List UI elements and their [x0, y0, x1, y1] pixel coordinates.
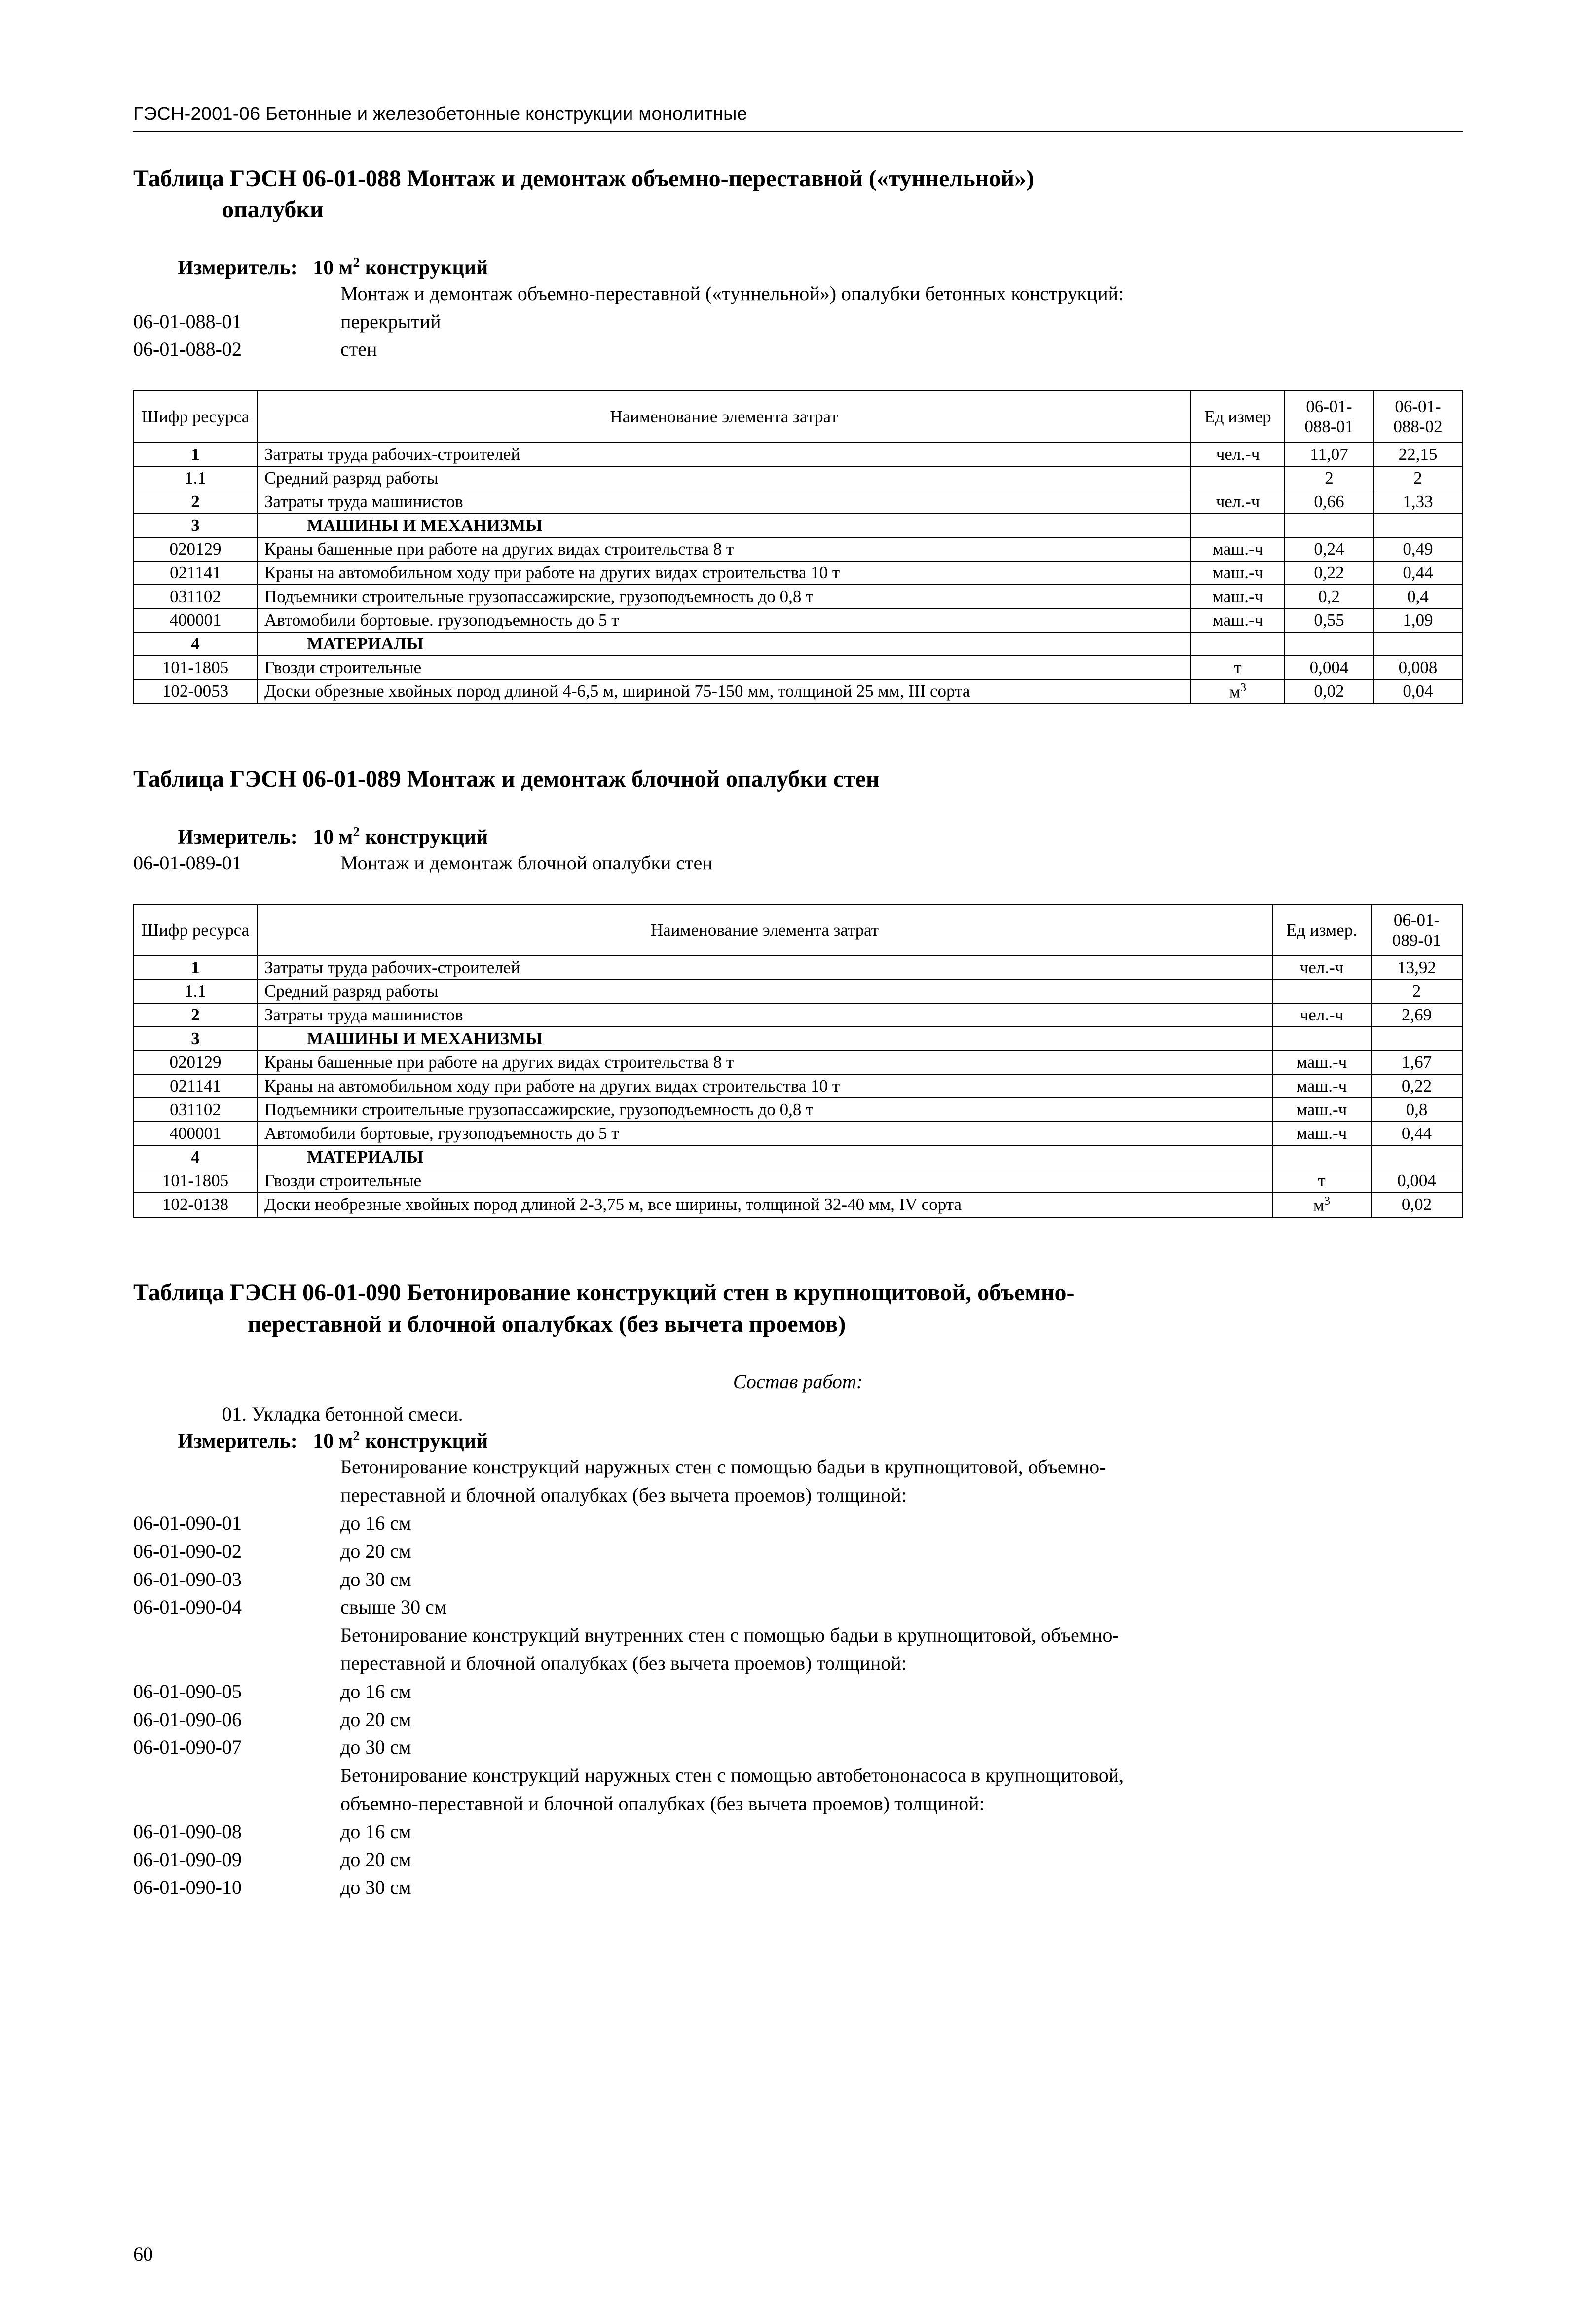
cell-code: 021141 [134, 561, 257, 585]
cell-unit: маш.-ч [1191, 537, 1285, 561]
th-col1 [1371, 905, 1462, 956]
table-row [134, 679, 1462, 704]
cell-value-1: 2,69 [1371, 1003, 1462, 1027]
measure-tail: конструкций [360, 1430, 488, 1453]
cell-unit: т [1191, 656, 1285, 679]
th-col1-line2: 089-01 [1392, 930, 1442, 950]
section-090-code-row [133, 1593, 1463, 1621]
resource-desc: до 20 см [340, 1708, 411, 1731]
measure-value: 10 м [313, 256, 353, 279]
table-row [134, 1098, 1462, 1122]
cell-code: 4 [134, 1145, 257, 1169]
cell-name: Доски необрезные хвойных пород длиной 2-3,75 м, все ширины, толщиной 32-40 мм, IV сорта [257, 1193, 1272, 1217]
section-090-code-row [133, 1566, 1463, 1594]
section-089-title: Таблица ГЭСН 06-01-089 Монтаж и демонтаж блочной опалубки стен [133, 766, 880, 792]
cell-value-1: 0,22 [1285, 561, 1373, 585]
table-row-group-header [134, 1145, 1462, 1169]
cell-unit: маш.-ч [1272, 1051, 1371, 1074]
cell-name: Краны на автомобильном ходу при работе на других видах строительства 10 т [257, 561, 1191, 585]
cell-code: 031102 [134, 585, 257, 608]
cell-unit: $м^3$ [1191, 679, 1285, 704]
measure-tail: конструкций [360, 256, 488, 279]
table-row [134, 956, 1462, 980]
table-row [134, 1003, 1462, 1027]
cell-code: 101-1805 [134, 1169, 257, 1193]
table-row [134, 466, 1462, 490]
cell-value-1: 0,24 [1285, 537, 1373, 561]
section-088-title-line2: опалубки [222, 196, 324, 223]
section-088-intro: Монтаж и демонтаж объемно-переставной («туннельной») опалубки бетонных конструкций: [340, 282, 1124, 304]
cell-code: 1 [134, 443, 257, 466]
section-088-code-row-2 [133, 336, 1463, 364]
cell-unit: маш.-ч [1191, 585, 1285, 608]
th-col2-line1: 06-01- [1395, 397, 1441, 416]
table-header-row [134, 391, 1462, 443]
section-090-group1-line1: Бетонирование конструкций наружных стен с помощью бадьи в крупнощитовой, объемно- [340, 1456, 1106, 1478]
section-090-title-line2: переставной и блочной опалубках (без вычета проемов) [248, 1311, 846, 1338]
table-row [134, 1051, 1462, 1074]
resource-code: 06-01-088-01 [133, 310, 242, 333]
cell-code: 102-0053 [134, 679, 257, 704]
cell-unit [1272, 1145, 1371, 1169]
section-090-code-row [133, 1818, 1463, 1846]
cell-name: Гвозди строительные [257, 656, 1191, 679]
table-row [134, 656, 1462, 679]
table-row [134, 1193, 1462, 1217]
cell-name: МАТЕРИАЛЫ [257, 1145, 1272, 1169]
section-090-group2-line1: Бетонирование конструкций внутренних стен с помощью бадьи в крупнощитовой, объемно- [340, 1624, 1119, 1647]
cell-value-2: 0,4 [1373, 585, 1462, 608]
cell-name: Краны башенные при работе на других видах строительства 8 т [257, 1051, 1272, 1074]
cell-value-1: 0,02 [1285, 679, 1373, 704]
measure-label: Измеритель: [178, 1430, 297, 1453]
resource-code: 06-01-089-01 [133, 851, 242, 874]
table-row-group-header [134, 632, 1462, 656]
resource-desc: до 16 см [340, 1680, 411, 1702]
section-090-group1-line2: переставной и блочной опалубках (без вычета проемов) толщиной: [340, 1484, 907, 1507]
cell-name: Средний разряд работы [257, 980, 1272, 1003]
cell-code: 3 [134, 1027, 257, 1051]
table-06-01-089 [133, 904, 1463, 1218]
cell-code: 2 [134, 1003, 257, 1027]
cell-code: 4 [134, 632, 257, 656]
resource-desc: до 30 см [340, 1568, 411, 1590]
cell-value-1 [1285, 632, 1373, 656]
cell-code: 101-1805 [134, 656, 257, 679]
section-090-code-row [133, 1706, 1463, 1734]
cell-unit [1272, 1027, 1371, 1051]
resource-code: 06-01-090-01 [133, 1511, 242, 1534]
cell-code: 1.1 [134, 980, 257, 1003]
section-088-measure [178, 255, 1463, 280]
th-unit: Ед измер. [1272, 905, 1371, 956]
resource-desc: до 16 см [340, 1820, 411, 1843]
cell-unit: $м^3$ [1272, 1193, 1371, 1217]
cell-value-2: 0,008 [1373, 656, 1462, 679]
cell-value-1: 2 [1285, 466, 1373, 490]
table-row-group-header [134, 1027, 1462, 1051]
work-item-01: 01. Укладка бетонной смеси. [222, 1403, 463, 1426]
cell-value-1: 0,22 [1371, 1074, 1462, 1098]
cell-name: МАТЕРИАЛЫ [257, 632, 1191, 656]
th-col1-line1: 06-01- [1393, 910, 1440, 930]
resource-code: 06-01-090-02 [133, 1540, 242, 1562]
sostav-rabot-label: Состав работ: [733, 1370, 863, 1393]
cell-name: МАШИНЫ И МЕХАНИЗМЫ [257, 514, 1191, 537]
cell-name: Гвозди строительные [257, 1169, 1272, 1193]
resource-code: 06-01-090-10 [133, 1876, 242, 1899]
cell-code: 2 [134, 490, 257, 514]
cell-value-1 [1371, 1027, 1462, 1051]
section-088-code-row-1 [133, 308, 1463, 336]
cell-code: 021141 [134, 1074, 257, 1098]
cell-name: МАШИНЫ И МЕХАНИЗМЫ [257, 1027, 1272, 1051]
cell-value-1: 11,07 [1285, 443, 1373, 466]
cell-value-1: 0,02 [1371, 1193, 1462, 1217]
cell-value-2: 0,44 [1373, 561, 1462, 585]
resource-desc: до 16 см [340, 1511, 411, 1534]
resource-code: 06-01-090-07 [133, 1736, 242, 1759]
resource-code: 06-01-090-08 [133, 1820, 242, 1843]
section-090-code-row [133, 1678, 1463, 1706]
cell-name: Автомобили бортовые, грузоподъемность до 5 т [257, 1122, 1272, 1145]
cell-unit: маш.-ч [1191, 608, 1285, 632]
resource-code: 06-01-090-06 [133, 1708, 242, 1731]
cell-name: Средний разряд работы [257, 466, 1191, 490]
th-col1 [1285, 391, 1373, 443]
cell-unit: маш.-ч [1272, 1098, 1371, 1122]
cell-value-2: 0,49 [1373, 537, 1462, 561]
cell-name: Подъемники строительные грузопассажирские, грузоподъемность до 0,8 т [257, 585, 1191, 608]
cell-unit [1191, 514, 1285, 537]
measure-tail: конструкций [360, 826, 488, 849]
cell-code: 400001 [134, 1122, 257, 1145]
measure-value: 10 м [313, 826, 353, 849]
cell-value-1: 2 [1371, 980, 1462, 1003]
th-name: Наименование элемента затрат [257, 391, 1191, 443]
measure-sup: 2 [353, 1429, 360, 1444]
cell-value-1: 0,66 [1285, 490, 1373, 514]
cell-value-1: 13,92 [1371, 956, 1462, 980]
section-090-group3-line2: объемно-переставной и блочной опалубках (без вычета проемов) толщиной: [340, 1792, 985, 1814]
cell-code: 3 [134, 514, 257, 537]
resource-desc: стен [340, 338, 377, 361]
table-06-01-088 [133, 390, 1463, 704]
th-unit: Ед измер [1191, 391, 1285, 443]
cell-code: 1.1 [134, 466, 257, 490]
cell-name: Затраты труда рабочих-строителей [257, 443, 1191, 466]
cell-name: Автомобили бортовые. грузоподъемность до 5 т [257, 608, 1191, 632]
resource-code: 06-01-090-09 [133, 1848, 242, 1871]
cell-unit [1272, 980, 1371, 1003]
table-row-group-header [134, 514, 1462, 537]
resource-code: 06-01-090-05 [133, 1680, 242, 1702]
resource-desc: до 30 см [340, 1876, 411, 1899]
cell-value-1 [1285, 514, 1373, 537]
table-row [134, 490, 1462, 514]
cell-value-2: 22,15 [1373, 443, 1462, 466]
cell-name: Краны на автомобильном ходу при работе на других видах строительства 10 т [257, 1074, 1272, 1098]
cell-code: 400001 [134, 608, 257, 632]
cell-value-1: 0,2 [1285, 585, 1373, 608]
th-col2 [1373, 391, 1462, 443]
section-088-title-line1: Таблица ГЭСН 06-01-088 Монтаж и демонтаж объемно-переставной («туннельной») [133, 165, 1034, 191]
cell-value-2 [1373, 632, 1462, 656]
section-090-code-row [133, 1874, 1463, 1902]
cell-unit: маш.-ч [1272, 1122, 1371, 1145]
resource-desc: Монтаж и демонтаж блочной опалубки стен [340, 851, 713, 874]
cell-name: Затраты труда машинистов [257, 1003, 1272, 1027]
table-row [134, 980, 1462, 1003]
section-089-measure [178, 825, 1463, 849]
cell-unit: чел.-ч [1272, 956, 1371, 980]
measure-sup: 2 [353, 255, 360, 270]
cell-value-1: 0,44 [1371, 1122, 1462, 1145]
measure-label: Измеритель: [178, 256, 297, 279]
table-row [134, 1122, 1462, 1145]
cell-unit: маш.-ч [1191, 561, 1285, 585]
resource-code: 06-01-088-02 [133, 338, 242, 361]
th-col2-line2: 088-02 [1393, 417, 1443, 437]
section-090-measure [178, 1429, 1463, 1453]
measure-value: 10 м [313, 1430, 353, 1453]
cell-value-1: 0,004 [1285, 656, 1373, 679]
cell-name: Затраты труда машинистов [257, 490, 1191, 514]
cell-code: 031102 [134, 1098, 257, 1122]
section-088-title [133, 163, 1463, 226]
cell-name: Подъемники строительные грузопассажирские, грузоподъемность до 0,8 т [257, 1098, 1272, 1122]
th-code: Шифр ресурса [134, 391, 257, 443]
table-row [134, 1169, 1462, 1193]
table-row [134, 561, 1462, 585]
measure-label: Измеритель: [178, 826, 297, 849]
measure-sup: 2 [353, 824, 360, 840]
table-row [134, 443, 1462, 466]
table-row [134, 1074, 1462, 1098]
th-code: Шифр ресурса [134, 905, 257, 956]
resource-desc: перекрытий [340, 310, 441, 333]
th-col1-line2: 088-01 [1304, 417, 1354, 437]
section-090-code-row [133, 1538, 1463, 1566]
section-090-code-row [133, 1734, 1463, 1762]
cell-value-1: 0,004 [1371, 1169, 1462, 1193]
cell-value-2: 1,33 [1373, 490, 1462, 514]
cell-value-2: 2 [1373, 466, 1462, 490]
cell-value-2: 1,09 [1373, 608, 1462, 632]
table-row [134, 585, 1462, 608]
cell-value-1: 0,55 [1285, 608, 1373, 632]
resource-desc: до 20 см [340, 1848, 411, 1871]
section-090-code-row [133, 1846, 1463, 1874]
cell-value-2 [1373, 514, 1462, 537]
resource-desc: свыше 30 см [340, 1596, 447, 1619]
cell-unit: т [1272, 1169, 1371, 1193]
table-header-row [134, 905, 1462, 956]
section-089-code-row-1 [133, 849, 1463, 877]
section-090-group2-line2: переставной и блочной опалубках (без вычета проемов) толщиной: [340, 1652, 907, 1674]
section-090-title-line1: Таблица ГЭСН 06-01-090 Бетонирование конструкций стен в крупнощитовой, объемно- [133, 1279, 1075, 1306]
cell-code: 102-0138 [134, 1193, 257, 1217]
cell-unit: чел.-ч [1191, 443, 1285, 466]
cell-name: Доски обрезные хвойных пород длиной 4-6,5 м, шириной 75-150 мм, толщиной 25 мм, III сорта [257, 679, 1191, 704]
cell-value-1: 0,8 [1371, 1098, 1462, 1122]
th-col1-line1: 06-01- [1306, 397, 1352, 416]
cell-code: 1 [134, 956, 257, 980]
page-number: 60 [133, 2243, 153, 2265]
cell-unit [1191, 466, 1285, 490]
cell-name: Краны башенные при работе на других видах строительства 8 т [257, 537, 1191, 561]
table-row [134, 608, 1462, 632]
cell-value-1 [1371, 1145, 1462, 1169]
cell-code: 020129 [134, 1051, 257, 1074]
section-090-title [133, 1277, 1463, 1341]
cell-unit: чел.-ч [1191, 490, 1285, 514]
cell-value-1: 1,67 [1371, 1051, 1462, 1074]
cell-unit [1191, 632, 1285, 656]
resource-code: 06-01-090-03 [133, 1568, 242, 1590]
cell-value-2: 0,04 [1373, 679, 1462, 704]
cell-unit: чел.-ч [1272, 1003, 1371, 1027]
th-name: Наименование элемента затрат [257, 905, 1272, 956]
resource-desc: до 30 см [340, 1736, 411, 1759]
section-090-code-row [133, 1509, 1463, 1538]
cell-name: Затраты труда рабочих-строителей [257, 956, 1272, 980]
section-090-group3-line1: Бетонирование конструкций наружных стен с помощью автобетононасоса в крупнощитовой, [340, 1764, 1124, 1787]
cell-code: 020129 [134, 537, 257, 561]
table-row [134, 537, 1462, 561]
resource-code: 06-01-090-04 [133, 1596, 242, 1619]
cell-unit: маш.-ч [1272, 1074, 1371, 1098]
resource-desc: до 20 см [340, 1540, 411, 1562]
page-header: ГЭСН-2001-06 Бетонные и железобетонные конструкции монолитные [133, 104, 1463, 132]
